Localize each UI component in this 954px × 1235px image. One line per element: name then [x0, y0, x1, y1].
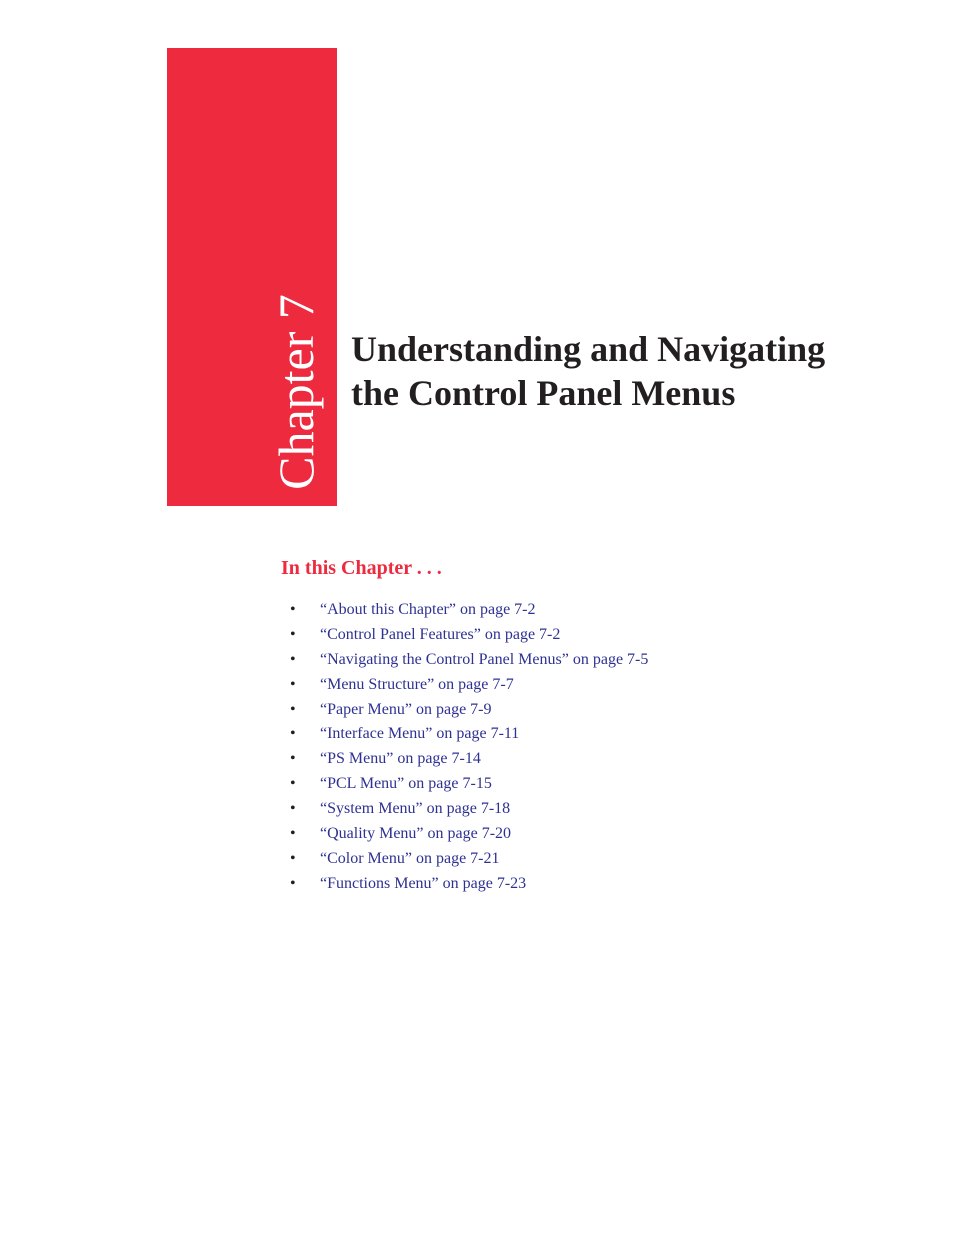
bullet-icon: • [290, 825, 296, 843]
in-this-chapter-heading: In this Chapter . . . [281, 557, 442, 579]
toc-link-functions-menu[interactable]: “Functions Menu” on page 7-23 [320, 874, 527, 892]
chapter-title-line-1: Understanding and Navigating [351, 329, 826, 369]
bullet-icon: • [290, 625, 296, 643]
chapter-title-line-2: the Control Panel Menus [351, 373, 736, 413]
bullet-icon: • [290, 700, 296, 718]
bullet-icon: • [290, 601, 296, 618]
toc-link-pcl-menu[interactable]: “PCL Menu” on page 7-15 [320, 775, 492, 793]
toc-link-control-panel-features[interactable]: “Control Panel Features” on page 7-2 [320, 625, 561, 643]
bullet-icon: • [290, 849, 296, 867]
bullet-icon: • [290, 725, 296, 743]
bullet-icon: • [290, 650, 296, 668]
toc-link-navigating-menus[interactable]: “Navigating the Control Panel Menus” on page 7-5 [320, 650, 649, 668]
chapter-title [351, 327, 911, 415]
toc-link-menu-structure[interactable]: “Menu Structure” on page 7-7 [320, 675, 514, 693]
bullet-icon: • [290, 800, 296, 818]
chapter-number-label: Chapter 7 [268, 294, 324, 490]
bullet-icon: • [290, 675, 296, 693]
bullet-icon: • [290, 874, 296, 892]
toc-link-quality-menu[interactable]: “Quality Menu” on page 7-20 [320, 825, 512, 843]
bullet-icon: • [290, 775, 296, 793]
bullet-icon: • [290, 750, 296, 768]
toc-link-color-menu[interactable]: “Color Menu” on page 7-21 [320, 849, 500, 867]
toc-link-system-menu[interactable]: “System Menu” on page 7-18 [320, 800, 511, 818]
toc-link-about-this-chapter[interactable]: “About this Chapter” on page 7-2 [320, 601, 536, 618]
toc-link-ps-menu[interactable]: “PS Menu” on page 7-14 [320, 750, 481, 768]
toc-link-paper-menu[interactable]: “Paper Menu” on page 7-9 [320, 700, 492, 718]
toc-link-interface-menu[interactable]: “Interface Menu” on page 7-11 [320, 725, 520, 743]
